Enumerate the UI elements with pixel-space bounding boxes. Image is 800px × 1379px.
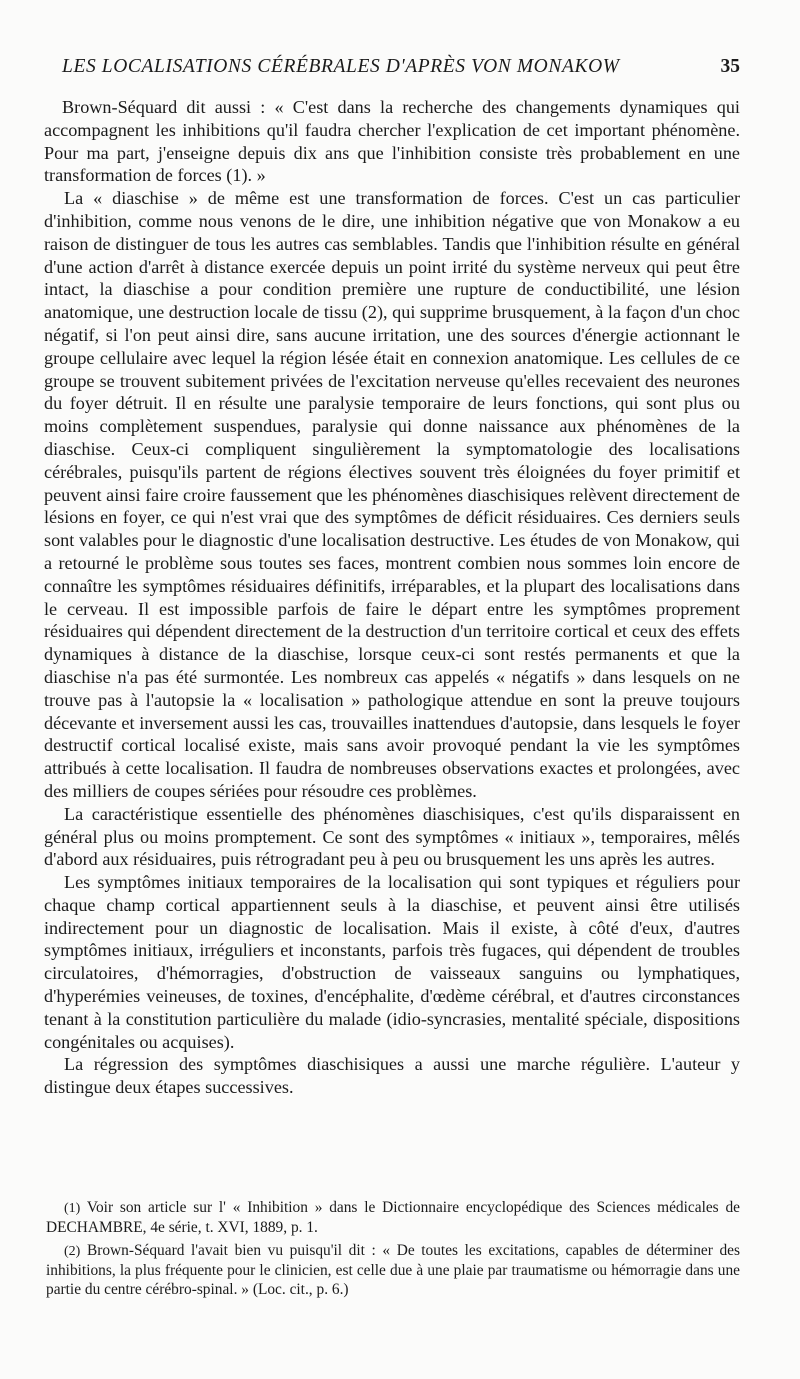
running-title: LES LOCALISATIONS CÉRÉBRALES D'APRÈS VON MONAKOW xyxy=(62,56,620,77)
footnote-1 xyxy=(46,1198,740,1237)
paragraph-initial-symptoms: Les symptômes initiaux temporaires de la localisation qui sont typiques et réguliers pour chaque champ cortical appartiennent seuls à la diaschise, et peuvent ainsi être utilisés indirectement pour un diagnostic de localisation. Mais il existe, à côté d'eux, d'autres symptômes initiaux, irréguliers et inconstants, parfois très fugaces, qui dépendent de troubles circulatoires, d'hémorragies, d'obstruction de vaisseaux sanguins ou lymphatiques, d'hyperémies veineuses, de toxines, d'encéphalite, d'œdème cérébral, et d'autres circonstances tenant à la constitution particulière du malade (idio-syncrasies, mentalité spéciale, dispositions congénitales ou acquises). xyxy=(44,872,740,1052)
page-header xyxy=(62,56,740,86)
page-number: 35 xyxy=(720,56,740,77)
footnote-text: Voir son article sur l' « Inhibition » dans le Dictionnaire encyclopédique des Sciences médicales de DECHAMBRE, 4e série, t. XVI, 1889, p. 1. xyxy=(46,1199,740,1236)
footnote-mark: (2) xyxy=(64,1244,81,1259)
footnote-2 xyxy=(46,1241,740,1299)
main-text xyxy=(44,96,740,1099)
footnote-text: Brown-Séquard l'avait bien vu puisqu'il dit : « De toutes les excitations, capables de déterminer des inhibitions, la plus fréquente pour le clinicien, est celle due à une plaie par traumatisme ou hémorragie dans une partie du centre cérébro-spinal. » (Loc. cit., p. 6.) xyxy=(46,1242,740,1298)
paragraph-characteristic: La caractéristique essentielle des phénomènes diaschisiques, c'est qu'ils disparaissent en général plus ou moins promptement. Ce sont des symptômes « initiaux », temporaires, mêlés d'abord aux résiduaires, puis rétrogradant peu à peu ou brusquement les uns après les autres. xyxy=(44,803,740,870)
paragraph-diaschise-definition: La « diaschise » de même est une transformation de forces. C'est un cas particulier d'inhibition, comme nous venons de le dire, une inhibition négative que von Monakow a eu raison de distinguer de tous les autres cas semblables. Tandis que l'inhibition résulte en général d'une action d'arrêt à distance exercée depuis un point irrité du système nerveux qui peut être intact, la diaschise a pour condition première une rupture de conductibilité, une lésion anatomique, une destruction locale de tissu (2), qui supprime brusquement, à la façon d'un choc négatif, si l'on peut ainsi dire, sans aucune irritation, une des sources d'énergie actionnant le groupe cellulaire avec lequel la région lésée était en connexion anatomique. Les cellules de ce groupe se trouvent subitement privées de l'excitation nerveuse qu'elles recevaient des neurones du foyer détruit. Il en résulte une paralysie temporaire de leurs fonctions, qui sont plus ou moins complètement suspendues, paralysie qui donne naissance aux phénomènes de la diaschise. Ceux-ci compliquent singulièrement la symptomatologie des localisations cérébrales, puisqu'ils partent de régions électives souvent très éloignées du foyer primitif et peuvent ainsi faire croire faussement que les phénomènes diaschisiques relèvent directement de lésions en foyer, ce qui n'est vrai que des symptômes de déficit résiduaires. Ces derniers seuls sont valables pour le diagnostic d'une localisation destructive. Les études de von Monakow, qui a retourné le problème sous toutes ses faces, montrent combien nous sommes loin encore de connaître les symptômes résiduaires définitifs, irréparables, et la plupart des localisations dans le cerveau. Il est impossible parfois de faire le départ entre les symptômes proprement résiduaires qui dépendent directement de la destruction d'un territoire cortical et ceux des effets dynamiques à distance de la diaschise, lorsque ceux-ci sont restés permanents et que la diaschise n'a pas été surmontée. Les nombreux cas appelés « négatifs » dans lesquels on ne trouve pas à l'autopsie la « localisation » pathologique attendue en sont la preuve toujours décevante et inversement aussi les cas, trouvailles inattendues d'autopsie, dans lesquels le foyer destructif cortical localisé existe, mais sans avoir provoqué pendant la vie les symptômes attribués à cette localisation. Il faudra de nombreuses observations exactes et prolongées, avec des milliers de coupes sériées pour résoudre ces problèmes. xyxy=(44,188,740,801)
paragraph-regression: La régression des symptômes diaschisiques a aussi une marche régulière. L'auteur y distingue deux étapes successives. xyxy=(44,1054,740,1098)
footnote-mark: (1) xyxy=(64,1201,81,1216)
footnotes xyxy=(46,1198,740,1303)
paragraph-brown-sequard-quote: Brown-Séquard dit aussi : « C'est dans la recherche des changements dynamiques qui accompagnent les inhibitions qu'il faudra chercher l'explication de cet important phénomène. Pour ma part, j'enseigne depuis dix ans que l'inhibition consiste très probablement en une transformation de forces (1). » xyxy=(44,97,740,186)
